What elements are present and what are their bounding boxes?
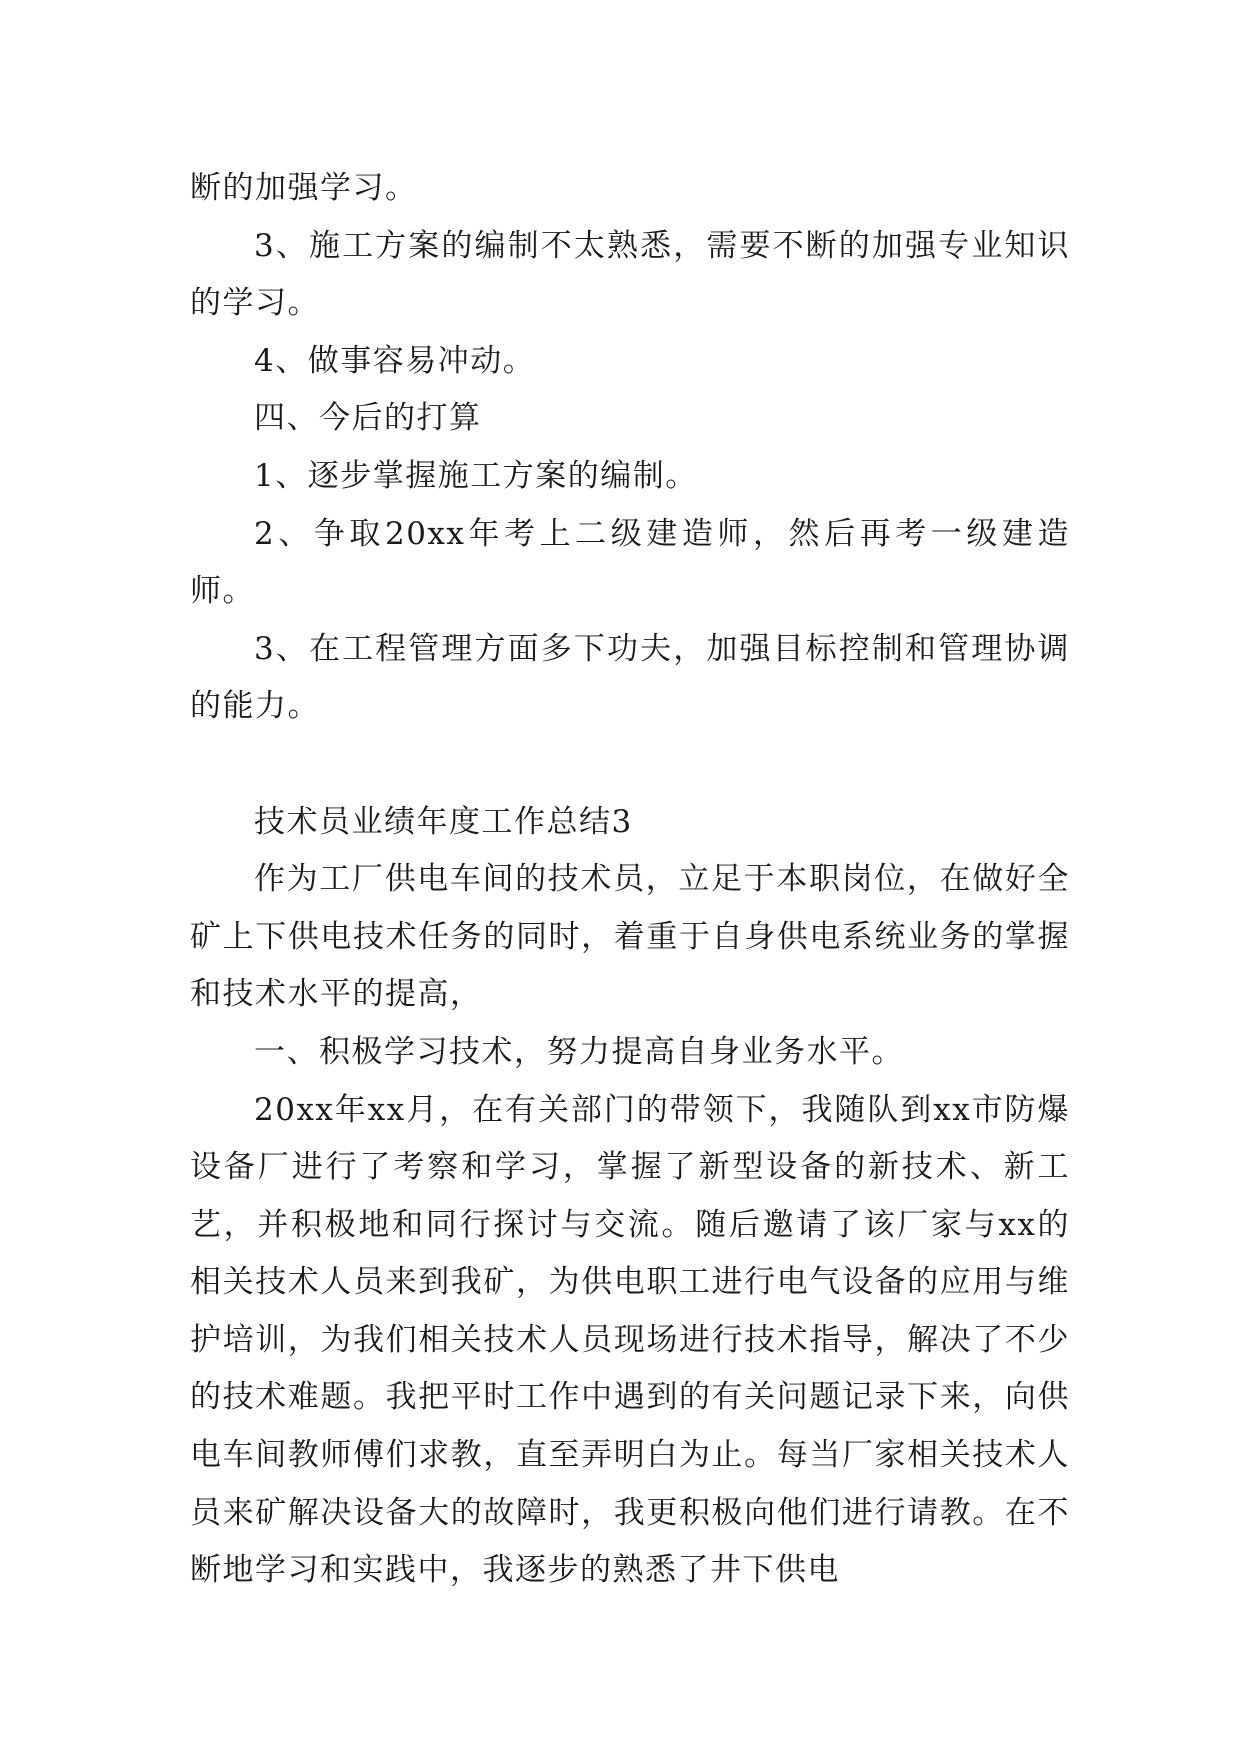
document-body [190,160,1070,1600]
paragraph-item-4: 4、做事容易冲动。 [254,342,536,379]
paragraph-continuation: 断的加强学习。 [190,170,418,206]
plan-item-3: 3、在工程管理方面多下功夫，加强目标控制和管理协调的能力。 [190,630,1070,725]
section-title: 技术员业绩年度工作总结3 [254,803,633,840]
paragraph-item-3: 3、施工方案的编制不太熟悉，需要不断的加强专业知识的学习。 [190,227,1070,322]
intro-paragraph: 作为工厂供电车间的技术员，立足于本职岗位，在做好全矿上下供电技术任务的同时，着重于自身供电系统业务的掌握和技术水平的提高， [190,861,1070,1013]
section-gap [190,736,1070,794]
section-heading-future-plans: 四、今后的打算 [254,400,482,437]
plan-item-2: 2、争取20xx年考上二级建造师，然后再考一级建造师。 [190,515,1070,610]
body-paragraph: 20xx年xx月，在有关部门的带领下，我随队到xx市防爆设备厂进行了考察和学习，掌握了新型设备的新技术、新工艺，并积极地和同行探讨与交流。随后邀请了该厂家与xx的相关技术人员来到我矿，为供电职工进行电气设备的应用与维护培训，为我们相关技术人员现场进行技术指导，解决了不少的技术难题。我把平时工作中遇到的有关问题记录下来，向供电车间教师傅们求教，直至弄明白为止。每当厂家相关技术人员来矿解决设备大的故障时，我更积极向他们进行请教。在不断地学习和实践中，我逐步的熟悉了井下供电 [190,1091,1070,1589]
subheading-learning: 一、积极学习技术，努力提高自身业务水平。 [254,1033,904,1070]
plan-item-1: 1、逐步掌握施工方案的编制。 [254,457,698,494]
